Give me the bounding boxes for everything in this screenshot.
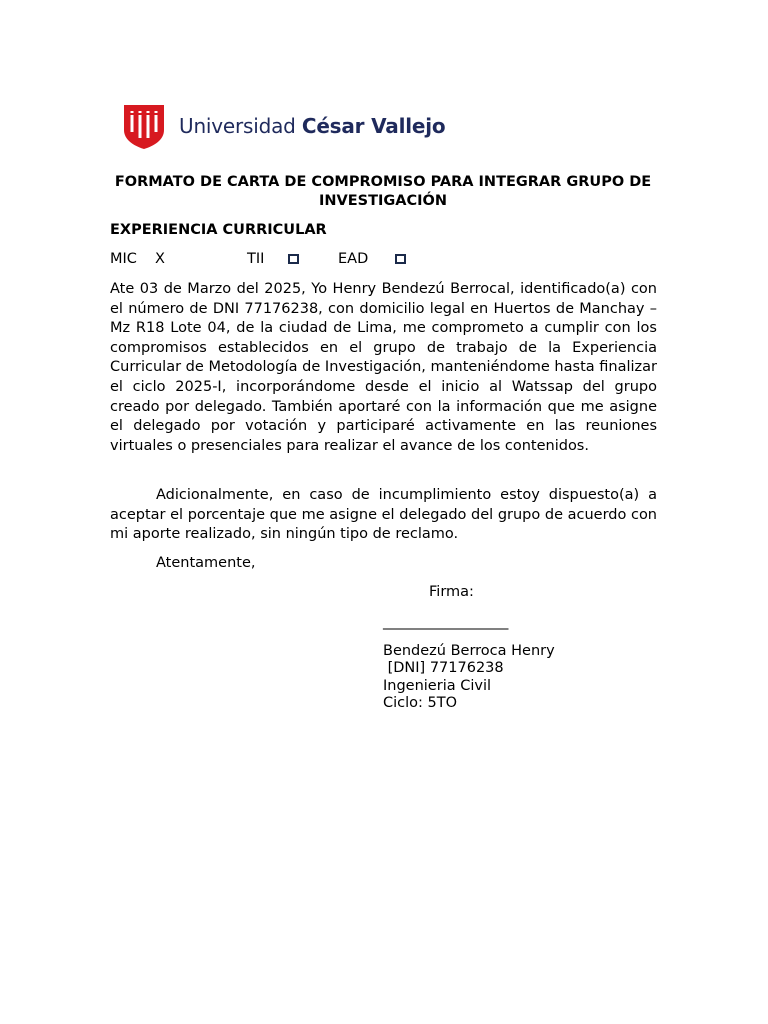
mic-label: MIC — [110, 251, 137, 267]
signature-block — [383, 643, 555, 712]
commitment-paragraph: Ate 03 de Marzo del 2025, Yo Henry Bendezú Berrocal, identificado(a) con el número de DNI 77176238, con domicilio legal en Huertos de Manchay – Mz R18 Lote 04, de la ciudad de Lima, me comprometo a cumplir con los compromisos establecidos en el grupo de trabajo de la Experiencia Curricular de Metodología de Investigación, manteniéndome hasta finalizar el ciclo 2025-I, incorporándome desde el inicio al Watssap del grupo creado por delegado. También aportaré con la información que me asigne el delegado por votación y participaré activamente en las reuniones virtuales o presenciales para realizar el avance de los contenidos. — [110, 281, 657, 454]
closing-text: Atentamente, — [156, 555, 256, 571]
signer-cycle: Ciclo: 5TO — [383, 694, 458, 711]
university-name — [179, 114, 445, 138]
ead-checkbox[interactable] — [395, 254, 406, 264]
experience-subheading: EXPERIENCIA CURRICULAR — [110, 222, 327, 238]
tii-checkbox[interactable] — [288, 254, 299, 264]
signature-line: __________________ — [383, 614, 509, 630]
logo-text-bold: César Vallejo — [301, 114, 446, 138]
modality-options — [110, 251, 510, 271]
university-shield-icon — [123, 102, 165, 150]
tii-label: TII — [247, 251, 265, 267]
logo-text-regular: Universidad — [179, 114, 296, 138]
mic-mark: X — [155, 251, 165, 267]
university-logo — [123, 102, 445, 150]
document-title: FORMATO DE CARTA DE COMPROMISO PARA INTEGRAR GRUPO DE INVESTIGACIÓN — [114, 174, 652, 209]
additional-paragraph: Adicionalmente, en caso de incumplimiento estoy dispuesto(a) a aceptar el porcentaje que me asigne el delegado del grupo de acuerdo con mi aporte realizado, sin ningún tipo de reclamo. — [110, 487, 657, 543]
signer-career: Ingenieria Civil — [383, 677, 492, 694]
signature-label: Firma: — [429, 584, 474, 600]
signer-dni: [DNI] 77176238 — [383, 660, 504, 677]
signer-name: Bendezú Berroca Henry — [383, 643, 555, 659]
ead-label: EAD — [338, 251, 369, 267]
